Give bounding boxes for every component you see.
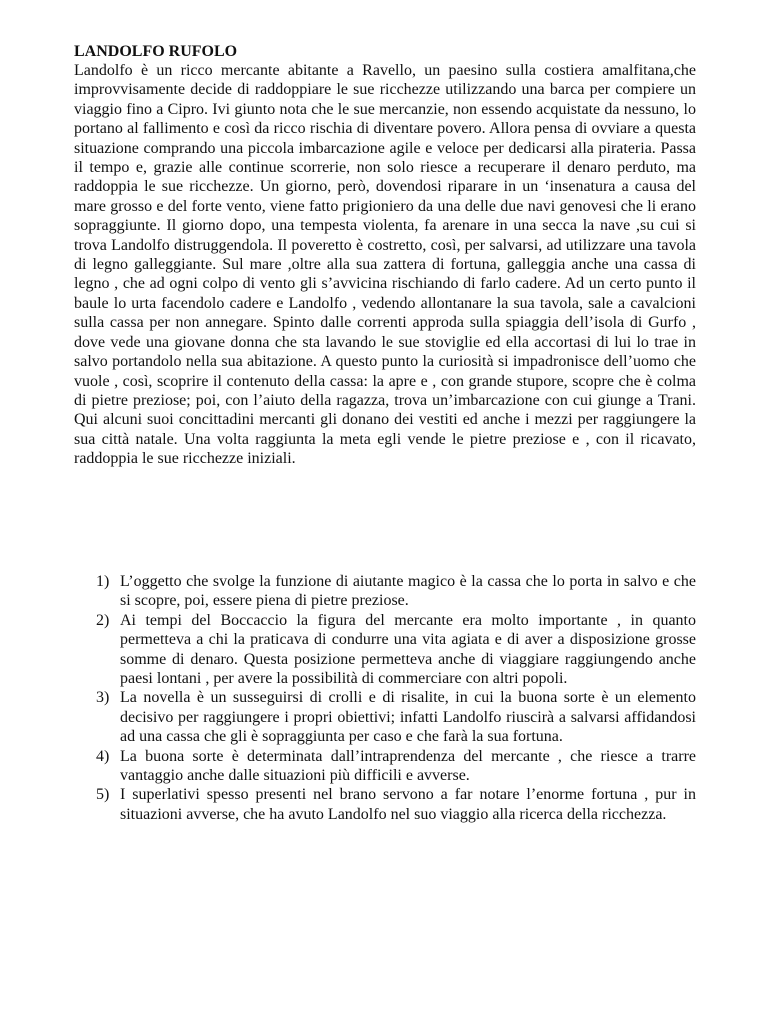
answer-text: L’oggetto che svolge la funzione di aiutante magico è la cassa che lo porta in salvo e che si scopre, poi, essere piena di pietre preziose. xyxy=(120,573,696,610)
answer-item xyxy=(96,785,696,824)
story-paragraph: Landolfo è un ricco mercante abitante a Ravello, un paesino sulla costiera amalfitana,che improvvisamente decide di raddoppiare le sue ricchezze utilizzando una barca per compiere un viaggio fino a Cipro. Ivi giunto nota che le sue mercanzie, non essendo acquistate da nessuno, lo portano al fallimento e così da ricco rischia di diventare povero. Allora pensa di ovviare a questa situazione comprando una piccola imbarcazione agile e veloce per dedicarsi alla pirateria. Passa il tempo e, grazie alle continue scorrerie, non solo riesce a recuperare il denaro perduto, ma raddoppia le sue ricchezze. Un giorno, però, dovendosi riparare in un ‘insenatura a causa del mare grosso e del forte vento, viene fatto prigioniero da una delle due navi genovesi che li erano sopraggiunte. Il giorno dopo, una tempesta violenta, fa arenare in una secca la nave ,su cui si trova Landolfo distruggendola. Il poveretto è costretto, così, per salvarsi, ad utilizzare una tavola di legno galleggiante. Sul mare ,oltre alla sua zattera di fortuna, galleggia anche una cassa di legno , che ad ogni colpo di vento gli s’avvicina rischiando di farlo cadere. Ad un certo punto il baule lo urta facendolo cadere e Landolfo , vedendo allontanare la sua tavola, sale a cavalcioni sulla cassa per non annegare. Spinto dalle correnti approda sulla spiaggia dell’isola di Gurfo , dove vede una giovane donna che sta lavando le sue stoviglie ed ella accortasi di lui lo trae in salvo portandolo nella sua abitazione. A questo punto la curiosità si impadronisce dell’uomo che vuole , così, scoprire il contenuto della cassa: la apre e , con grande stupore, scopre che è colma di pietre preziose; poi, con l’aiuto della ragazza, trova un’imbarcazione con cui giunge a Trani. Qui alcuni suoi concittadini mercanti gli donano dei vestiti ed anche i mezzi per raggiungere la sua città natale. Una volta raggiunta la meta egli vende le pietre preziose e , con il ricavato, raddoppia le sue ricchezze iniziali. xyxy=(74,62,696,468)
answer-item xyxy=(96,611,696,689)
answer-item xyxy=(96,747,696,786)
answer-text: Ai tempi del Boccaccio la figura del mercante era molto importante , in quanto permetteva a chi la praticava di condurre una vita agiata e di aver a disposizione grosse somme di denaro. Questa posizione permetteva anche di viaggiare raggiungendo anche paesi lontani , per avere la possibilità di commerciare con altri popoli. xyxy=(120,611,696,688)
answer-number: 4) xyxy=(96,747,110,765)
answer-item xyxy=(96,572,696,611)
answer-number: 3) xyxy=(96,689,110,707)
answer-text: I superlativi spesso presenti nel brano servono a far notare l’enorme fortuna , pur in situazioni avverse, che ha avuto Landolfo nel suo viaggio alla ricerca della ricchezza. xyxy=(120,786,696,823)
answer-number: 2) xyxy=(96,611,110,629)
answers-list xyxy=(96,572,696,824)
answer-text: La buona sorte è determinata dall’intraprendenza del mercante , che riesce a trarre vantaggio anche dalle situazioni più difficili e avverse. xyxy=(120,747,696,785)
document-page xyxy=(74,42,696,469)
document-title: LANDOLFO RUFOLO xyxy=(74,43,238,60)
answer-number: 5) xyxy=(96,786,110,804)
answer-item xyxy=(96,688,696,746)
answer-number: 1) xyxy=(96,573,110,590)
answer-text: La novella è un susseguirsi di crolli e di risalite, in cui la buona sorte è un elemento decisivo per raggiungere i propri obiettivi; infatti Landolfo riuscirà a salvarsi affidandosi ad una cassa che gli è sopraggiunta per caso e che farà la sua fortuna. xyxy=(120,689,696,746)
